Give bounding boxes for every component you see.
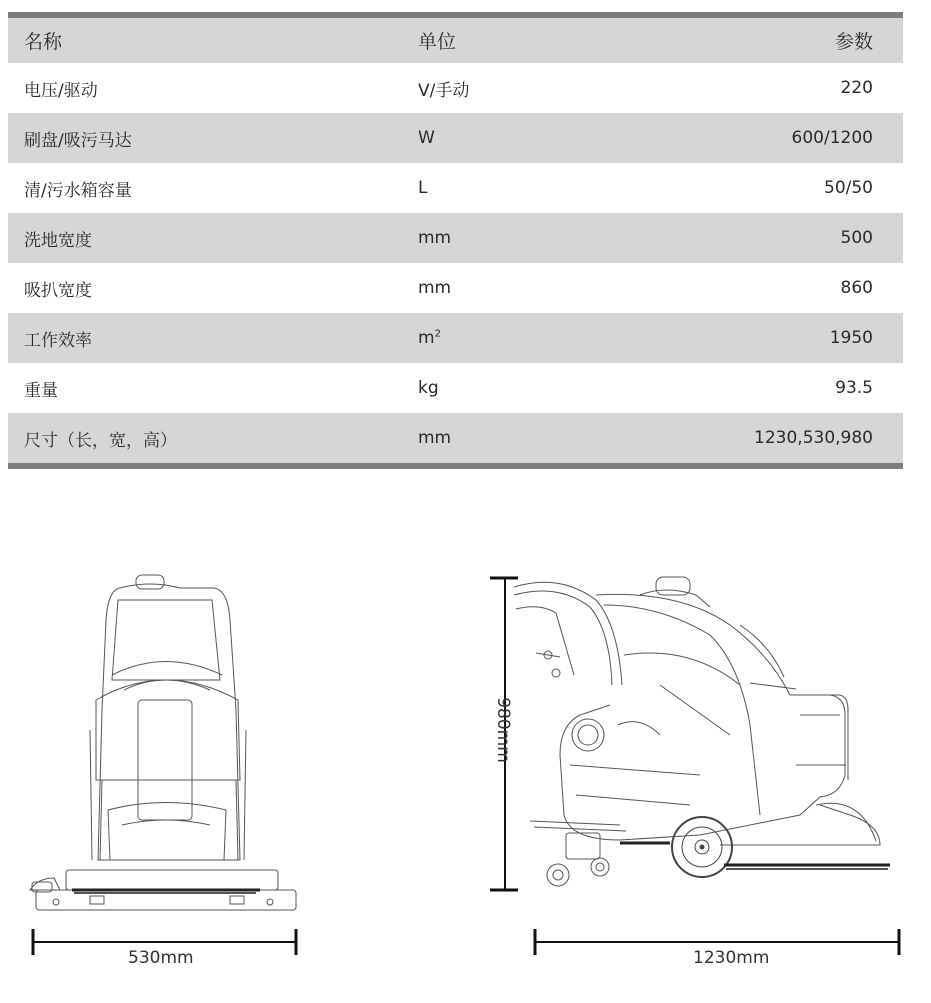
row-unit: kg (418, 378, 439, 398)
row-name: 电压/驱动 (24, 80, 98, 101)
table-row (8, 213, 903, 263)
row-unit-superscript: 2 (434, 328, 441, 340)
table-row (8, 113, 903, 163)
row-unit-base: m (418, 328, 435, 348)
row-value: 50/50 (824, 178, 873, 198)
row-name: 刷盘/吸污马达 (24, 130, 132, 151)
row-unit: mm (418, 428, 452, 448)
row-value: 220 (840, 78, 873, 98)
header-value: 参数 (834, 31, 873, 53)
side-view-drawing (500, 565, 910, 900)
row-value: 500 (840, 228, 873, 248)
row-value: 1950 (829, 328, 873, 348)
row-unit: mm (418, 278, 452, 298)
table-row (8, 313, 903, 363)
header-unit: 单位 (418, 31, 457, 53)
table-row (8, 363, 903, 413)
table-row (8, 163, 903, 213)
table-row (8, 413, 903, 463)
front-width-label: 530mm (128, 948, 194, 968)
row-value: 93.5 (835, 378, 873, 398)
row-name: 尺寸（长，宽，高） (24, 430, 177, 451)
side-height-label: 980mm (492, 697, 513, 763)
table-row (8, 263, 903, 313)
spec-table (8, 12, 903, 469)
row-value: 1230,530,980 (754, 428, 873, 448)
row-unit: mm (418, 228, 452, 248)
row-unit (401, 328, 701, 348)
row-name: 重量 (24, 380, 58, 401)
row-unit: V/手动 (418, 80, 470, 101)
row-name: 清/污水箱容量 (24, 180, 132, 201)
row-name: 吸扒宽度 (24, 280, 92, 301)
row-value: 860 (840, 278, 873, 298)
table-row (8, 63, 903, 113)
row-value: 600/1200 (791, 128, 873, 148)
row-name: 工作效率 (24, 330, 92, 351)
row-unit: L (418, 178, 428, 198)
row-unit: W (418, 128, 435, 148)
header-name: 名称 (24, 31, 63, 53)
front-view-drawing (0, 560, 331, 980)
table-bottom-rule (8, 463, 903, 469)
table-header-row (8, 18, 903, 63)
side-length-label: 1230mm (693, 948, 770, 968)
row-name: 洗地宽度 (24, 230, 92, 251)
